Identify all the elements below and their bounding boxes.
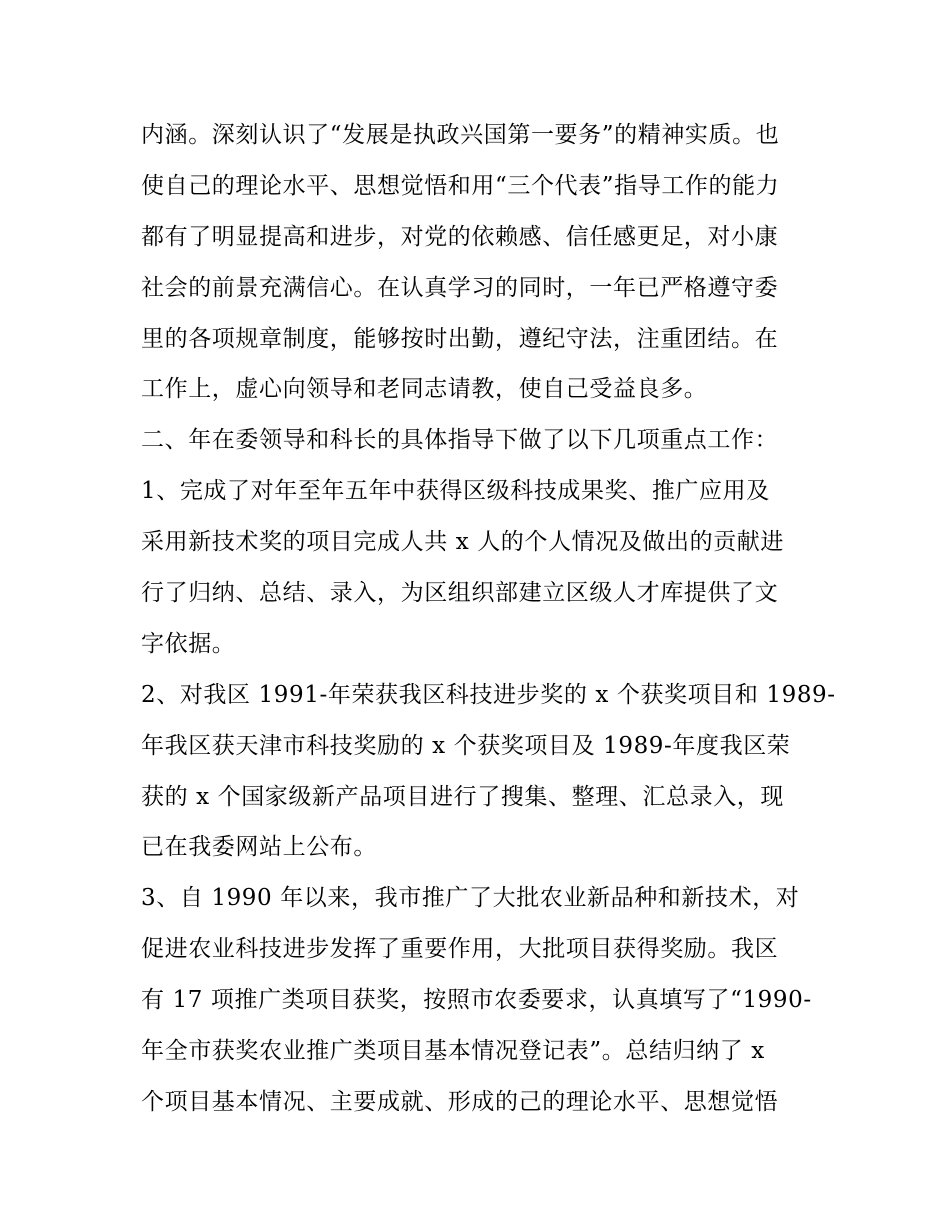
text-line: 促进农业科技进步发挥了重要作用，大批项目获得奖励。我区 xyxy=(141,936,779,963)
text-line: 社会的前景充满信心。在认真学习的同时，一年已严格遵守委 xyxy=(141,274,779,301)
text-line: 年我区获天津市科技奖励的 x 个获奖项目及 1989-年度我区荣 xyxy=(141,732,791,759)
section-heading: 二、年在委领导和科长的具体指导下做了以下几项重点工作： xyxy=(141,427,779,454)
text-line: 内涵。深刻认识了“发展是执政兴国第一要务”的精神实质。也 xyxy=(141,122,780,148)
text-line: 字依据。 xyxy=(141,630,236,657)
text-line: 工作上，虚心向领导和老同志请教，使自己受益良多。 xyxy=(141,376,708,403)
text-line: 使自己的理论水平、思想觉悟和用“三个代表”指导工作的能力 xyxy=(141,172,780,199)
text-line: 个项目基本情况、主要成就、形成的己的理论水平、思想觉悟 xyxy=(141,1088,779,1115)
text-line: 都有了明显提高和进步，对党的依赖感、信任感更足，对小康 xyxy=(141,223,779,250)
text-line: 2、对我区 1991-年荣获我区科技进步奖的 x 个获奖项目和 1989- xyxy=(141,681,836,708)
text-line: 行了归纳、总结、录入，为区组织部建立区级人才库提供了文 xyxy=(141,580,779,607)
body-text xyxy=(141,110,836,1128)
text-line: 获的 x 个国家级新产品项目进行了搜集、整理、汇总录入，现 xyxy=(141,783,784,810)
text-line: 里的各项规章制度，能够按时出勤，遵纪守法，注重团结。在 xyxy=(141,325,779,352)
text-line: 1、完成了对年至年五年中获得区级科技成果奖、推广应用及 xyxy=(141,478,770,505)
text-line: 3、自 1990 年以来，我市推广了大批农业新品种和新技术，对 xyxy=(141,885,800,912)
text-line: 已在我委网站上公布。 xyxy=(141,834,377,861)
text-line: 有 17 项推广类项目获奖，按照市农委要求，认真填写了“1990- xyxy=(141,987,812,1014)
text-line: 采用新技术奖的项目完成人共 x 人的个人情况及做出的贡献进 xyxy=(141,529,784,556)
text-line: 年全市获奖农业推广类项目基本情况登记表”。总结归纳了 x xyxy=(141,1038,765,1065)
